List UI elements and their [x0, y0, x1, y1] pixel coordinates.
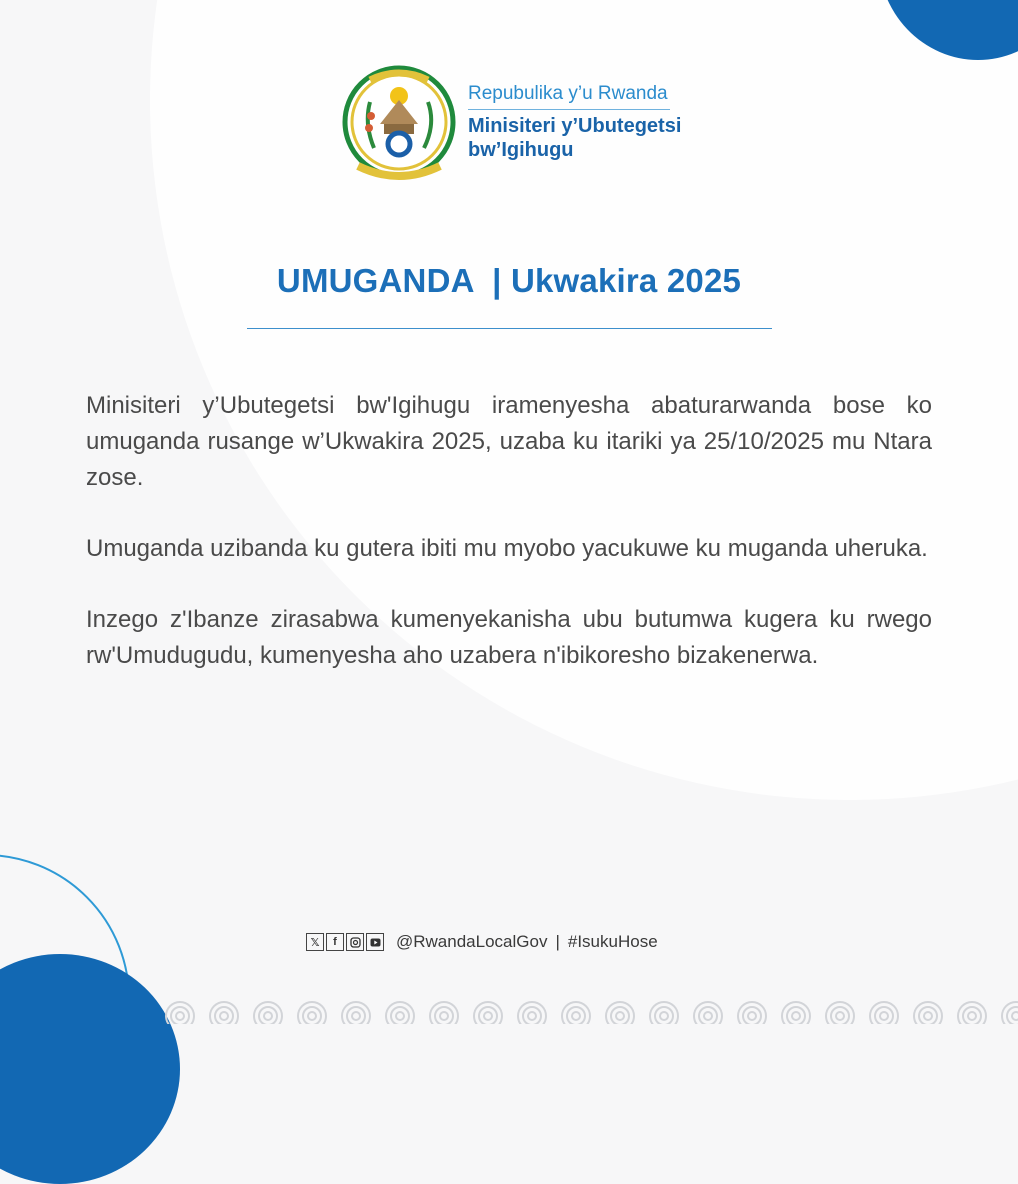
pattern-ring — [704, 1012, 712, 1020]
pattern-ring — [220, 1012, 228, 1020]
footer — [306, 932, 658, 952]
pattern-ring — [352, 1012, 360, 1020]
pattern-ring — [875, 1007, 893, 1024]
pattern-ring — [836, 1012, 844, 1020]
rwanda-coat-of-arms-icon — [340, 62, 458, 192]
pattern-ring — [699, 1007, 717, 1024]
pattern-ring — [435, 1007, 453, 1024]
x-icon[interactable]: 𝕏 — [306, 933, 324, 951]
paragraph-2: Umuganda uzibanda ku gutera ibiti mu myobo yacukuwe ku muganda uheruka. — [86, 535, 928, 562]
announcement-body — [86, 388, 932, 709]
pattern-ring — [171, 1007, 189, 1024]
ministry-name-line2: bw’Igihugu — [468, 139, 574, 161]
republic-name: Repubulika y’u Rwanda — [468, 83, 668, 104]
pattern-ring — [655, 1007, 673, 1024]
hashtag[interactable]: #IsukuHose — [567, 932, 658, 951]
pattern-ring — [743, 1007, 761, 1024]
pattern-ring — [924, 1012, 932, 1020]
pattern-ring — [567, 1007, 585, 1024]
pattern-ring — [259, 1007, 277, 1024]
facebook-icon[interactable]: f — [326, 933, 344, 951]
corner-decoration-bottom-left — [0, 954, 180, 1184]
pattern-ring — [523, 1007, 541, 1024]
pattern-ring — [440, 1012, 448, 1020]
footer-separator: | — [555, 932, 560, 951]
pattern-ring — [919, 1007, 937, 1024]
paragraph-1: Minisiteri y’Ubutegetsi bw'Igihugu iramenyesha abaturarwanda bose ko umuganda rusange w’Ukwakira 2025, uzaba ku itariki ya 25/10/2025 mu Ntara zose. — [86, 392, 932, 491]
pattern-ring — [748, 1012, 756, 1020]
pattern-ring — [572, 1012, 580, 1020]
pattern-ring — [963, 1007, 981, 1024]
youtube-icon[interactable] — [366, 933, 384, 951]
ministry-name-line1: Minisiteri y’Ubutegetsi — [468, 115, 682, 137]
pattern-ring — [308, 1012, 316, 1020]
pattern-ring — [528, 1012, 536, 1020]
pattern-ring — [792, 1012, 800, 1020]
pattern-ring — [787, 1007, 805, 1024]
pattern-ring — [176, 1012, 184, 1020]
paragraph-3: Inzego z'Ibanze zirasabwa kumenyekanisha ubu butumwa kugera ku rwego rw'Umudugudu, kumenyesha aho uzabera n'ibikoresho bizakenerwa. — [86, 606, 932, 669]
pattern-ring — [660, 1012, 668, 1020]
ministry-header — [340, 62, 681, 192]
pattern-ring — [479, 1007, 497, 1024]
social-icons — [306, 933, 386, 951]
pattern-ring — [391, 1007, 409, 1024]
pattern-ring — [831, 1007, 849, 1024]
social-handle[interactable]: @RwandaLocalGov — [396, 932, 548, 951]
header-divider — [468, 109, 670, 110]
pattern-ring — [396, 1012, 404, 1020]
title-divider — [247, 328, 772, 329]
pattern-ring — [968, 1012, 976, 1020]
page-title: UMUGANDA | Ukwakira 2025 — [276, 262, 742, 299]
instagram-icon[interactable] — [346, 933, 364, 951]
pattern-ring — [303, 1007, 321, 1024]
ministry-name-block — [468, 82, 681, 162]
pattern-ring — [347, 1007, 365, 1024]
imigongo-pattern-border — [160, 994, 1018, 1024]
pattern-ring — [611, 1007, 629, 1024]
pattern-ring — [880, 1012, 888, 1020]
pattern-ring — [616, 1012, 624, 1020]
pattern-ring — [484, 1012, 492, 1020]
pattern-ring — [264, 1012, 272, 1020]
pattern-ring — [1012, 1012, 1018, 1020]
pattern-ring — [215, 1007, 233, 1024]
